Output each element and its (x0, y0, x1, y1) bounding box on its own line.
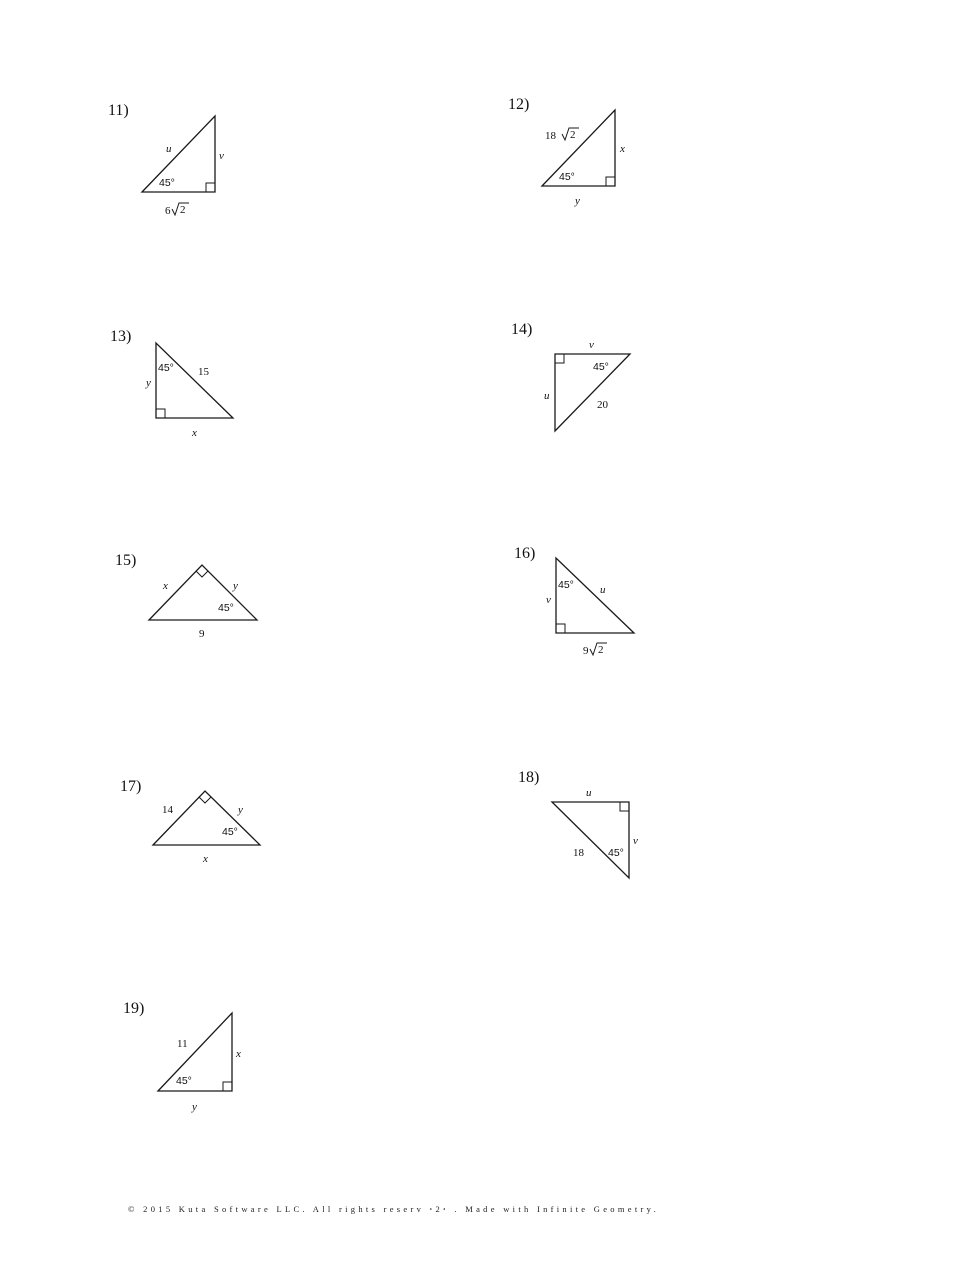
problem-19 (123, 1000, 343, 1170)
hypotenuse-label: 9 (199, 628, 205, 640)
problem-number: 11) (108, 102, 129, 119)
vertical-leg-label: v (219, 150, 224, 162)
angle-label: 45° (218, 602, 234, 614)
triangle-diagram (518, 769, 738, 909)
problem-18 (518, 769, 738, 939)
right-angle-marker (223, 1082, 232, 1091)
angle-label: 45° (176, 1075, 192, 1087)
bottom-leg-label: x (192, 427, 197, 439)
hypotenuse-coefficient: 18 (545, 130, 556, 142)
hypotenuse-label: 11 (177, 1038, 188, 1050)
angle-label: 45° (222, 826, 238, 838)
right-angle-marker (206, 183, 215, 192)
triangle (149, 565, 257, 620)
triangle (156, 343, 233, 418)
right-leg-label: y (233, 580, 238, 592)
bottom-leg-radicand: 2 (598, 644, 604, 656)
right-leg-label: y (238, 804, 243, 816)
copyright-footer: © 2015 Kuta Software LLC. All rights reserv ꞏ2ꞏ . Made with Infinite Geometry. (128, 1204, 660, 1214)
problem-number: 15) (115, 552, 137, 569)
triangle (556, 558, 634, 633)
triangle-diagram (514, 545, 734, 685)
right-angle-marker (199, 797, 211, 803)
angle-label: 45° (159, 177, 175, 189)
bottom-leg-coefficient: 6 (165, 205, 171, 217)
problem-number: 19) (123, 1000, 145, 1017)
angle-label: 45° (559, 171, 575, 183)
hypotenuse-label: 18 (573, 847, 584, 859)
problem-number: 16) (514, 545, 536, 562)
triangle-diagram (508, 96, 728, 236)
problem-11 (108, 100, 328, 270)
vertical-leg-label: v (633, 835, 638, 847)
top-leg-label: v (589, 339, 594, 351)
problem-15 (115, 552, 335, 722)
triangle (142, 116, 215, 192)
problem-number: 18) (518, 769, 540, 786)
right-angle-marker (556, 624, 565, 633)
triangle (153, 791, 260, 845)
hypotenuse-label: 20 (597, 399, 608, 411)
hypotenuse-radicand: 2 (570, 129, 576, 141)
vertical-leg-label: x (620, 143, 625, 155)
right-angle-marker (555, 354, 564, 363)
problem-number: 12) (508, 96, 530, 113)
triangle-diagram (110, 328, 330, 468)
angle-label: 45° (593, 361, 609, 373)
vertical-leg-label: y (146, 377, 151, 389)
hypotenuse-label: x (203, 853, 208, 865)
bottom-leg-radicand: 2 (180, 204, 186, 216)
left-leg-label: x (163, 580, 168, 592)
bottom-leg-label: y (575, 195, 580, 207)
problem-13 (110, 328, 330, 498)
right-angle-marker (606, 177, 615, 186)
problem-12 (508, 96, 728, 266)
hypotenuse-label: u (600, 584, 606, 596)
triangle-diagram (123, 1000, 343, 1140)
triangle-diagram (108, 100, 328, 240)
angle-label: 45° (608, 847, 624, 859)
right-angle-marker (156, 409, 165, 418)
vertical-leg-label: v (546, 594, 551, 606)
triangle (552, 802, 629, 878)
left-leg-label: 14 (162, 804, 173, 816)
triangle-diagram (115, 552, 335, 692)
hypotenuse-label: u (166, 143, 172, 155)
triangle (542, 110, 615, 186)
right-angle-marker (196, 571, 208, 577)
vertical-leg-label: u (544, 390, 550, 402)
problem-16 (514, 545, 734, 715)
triangle-diagram (511, 321, 731, 461)
problem-17 (120, 778, 340, 948)
bottom-leg-label: y (192, 1101, 197, 1113)
right-angle-marker (620, 802, 629, 811)
triangle-diagram (120, 778, 340, 918)
top-leg-label: u (586, 787, 592, 799)
angle-label: 45° (558, 579, 574, 591)
problem-number: 14) (511, 321, 533, 338)
problem-14 (511, 321, 731, 491)
hypotenuse-label: 15 (198, 366, 209, 378)
triangle (158, 1013, 232, 1091)
problem-number: 17) (120, 778, 142, 795)
angle-label: 45° (158, 362, 174, 374)
bottom-leg-coefficient: 9 (583, 645, 589, 657)
vertical-leg-label: x (236, 1048, 241, 1060)
problem-number: 13) (110, 328, 132, 345)
